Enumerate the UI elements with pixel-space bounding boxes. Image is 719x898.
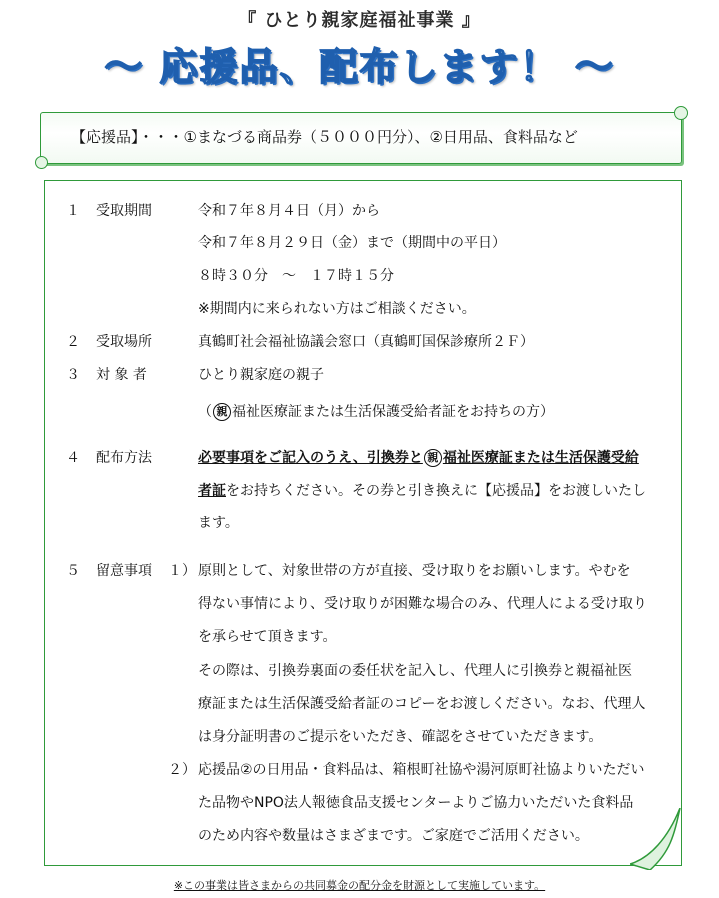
supply-banner (40, 112, 682, 164)
page-title: ～ 応援品、配布します！ ～ (104, 45, 615, 89)
item-1-line: ※期間内に来られない方はご相談ください。 (198, 301, 476, 317)
item-1-label: 受取期間 (96, 203, 152, 219)
note-1-marker: １） (168, 563, 196, 579)
item-5-number: ５ (66, 563, 80, 579)
item-5-label: 留意事項 (96, 563, 152, 579)
item-4-label: 配布方法 (96, 450, 152, 466)
note-1-line: を承らせて頂きます。 (198, 629, 337, 645)
item-4-line: ます。 (198, 515, 239, 531)
item-4-emphasis: 者証 (198, 483, 226, 499)
item-4-text: をお持ちください。その券と引き換えに【応援品】をお渡しいたし (226, 483, 646, 499)
oya-circle-icon: 親 (213, 403, 231, 421)
item-4-emphasis: 福祉医療証または生活保護受給 (442, 450, 639, 466)
item-2-number: ２ (66, 334, 80, 350)
item-1-line: 令和７年８月２９日（金）まで（期間中の平日） (198, 235, 506, 251)
note-1-line: 原則として、対象世帯の方が直接、受け取りをお願いします。やむを (198, 563, 631, 579)
item-4-line (198, 474, 646, 508)
note-1-line: 得ない事情により、受け取りが困難な場合のみ、代理人による受け取り (198, 596, 647, 612)
item-3-value: ひとり親家庭の親子 (198, 367, 324, 383)
item-3-note-text: 福祉医療証または生活保護受給者証をお持ちの方） (232, 404, 554, 420)
item-2-label: 受取場所 (96, 334, 152, 350)
scroll-curl-icon (35, 156, 48, 169)
page-fold-icon (630, 808, 686, 870)
item-1-line: 令和７年８月４日（月）から (198, 203, 380, 219)
item-1-number: １ (66, 203, 80, 219)
note-2-line: のため内容や数量はさまざまです。ご家庭でご活用ください。 (198, 828, 589, 844)
scroll-curl-icon (674, 106, 688, 120)
note-1-line: は身分証明書のご提示をいただき、確認をさせていただきます。 (198, 729, 603, 745)
item-4-number: ４ (66, 450, 80, 466)
note-2-line: た品物やNPO法人報徳食品支援センターよりご協力いただいた食料品 (198, 795, 634, 811)
paren-open: （ (198, 404, 212, 420)
banner-text: 【応援品】・・・①まなづる商品券（５０００円分）、②日用品、食料品など (71, 128, 578, 146)
note-1-line: 療証または生活保護受給者証のコピーをお渡しください。なお、代理人 (198, 696, 646, 712)
header-subtitle: 『 ひとり親家庭福祉事業 』 (238, 10, 481, 31)
item-4-emphasis: 必要事項をご記入のうえ、引換券と (198, 450, 423, 466)
funding-footnote: ※この事業は皆さまからの共同募金の配分金を財源として実施しています。 (173, 879, 546, 892)
item-1-line: ８時３０分 ～ １７時１５分 (198, 268, 394, 284)
note-2-line: 応援品②の日用品・食料品は、箱根町社協や湯河原町社協よりいただい (198, 762, 645, 778)
item-3-number: ３ (66, 367, 80, 383)
item-2-value: 真鶴町社会福祉協議会窓口（真鶴町国保診療所２Ｆ） (198, 334, 534, 350)
note-2-marker: ２） (168, 762, 196, 778)
note-1-line: その際は、引換券裏面の委任状を記入し、代理人に引換券と親福祉医 (198, 663, 632, 679)
item-3-note (198, 395, 554, 429)
item-4-line (198, 441, 639, 475)
oya-circle-icon: 親 (424, 449, 442, 467)
item-3-label: 対 象 者 (96, 367, 147, 383)
